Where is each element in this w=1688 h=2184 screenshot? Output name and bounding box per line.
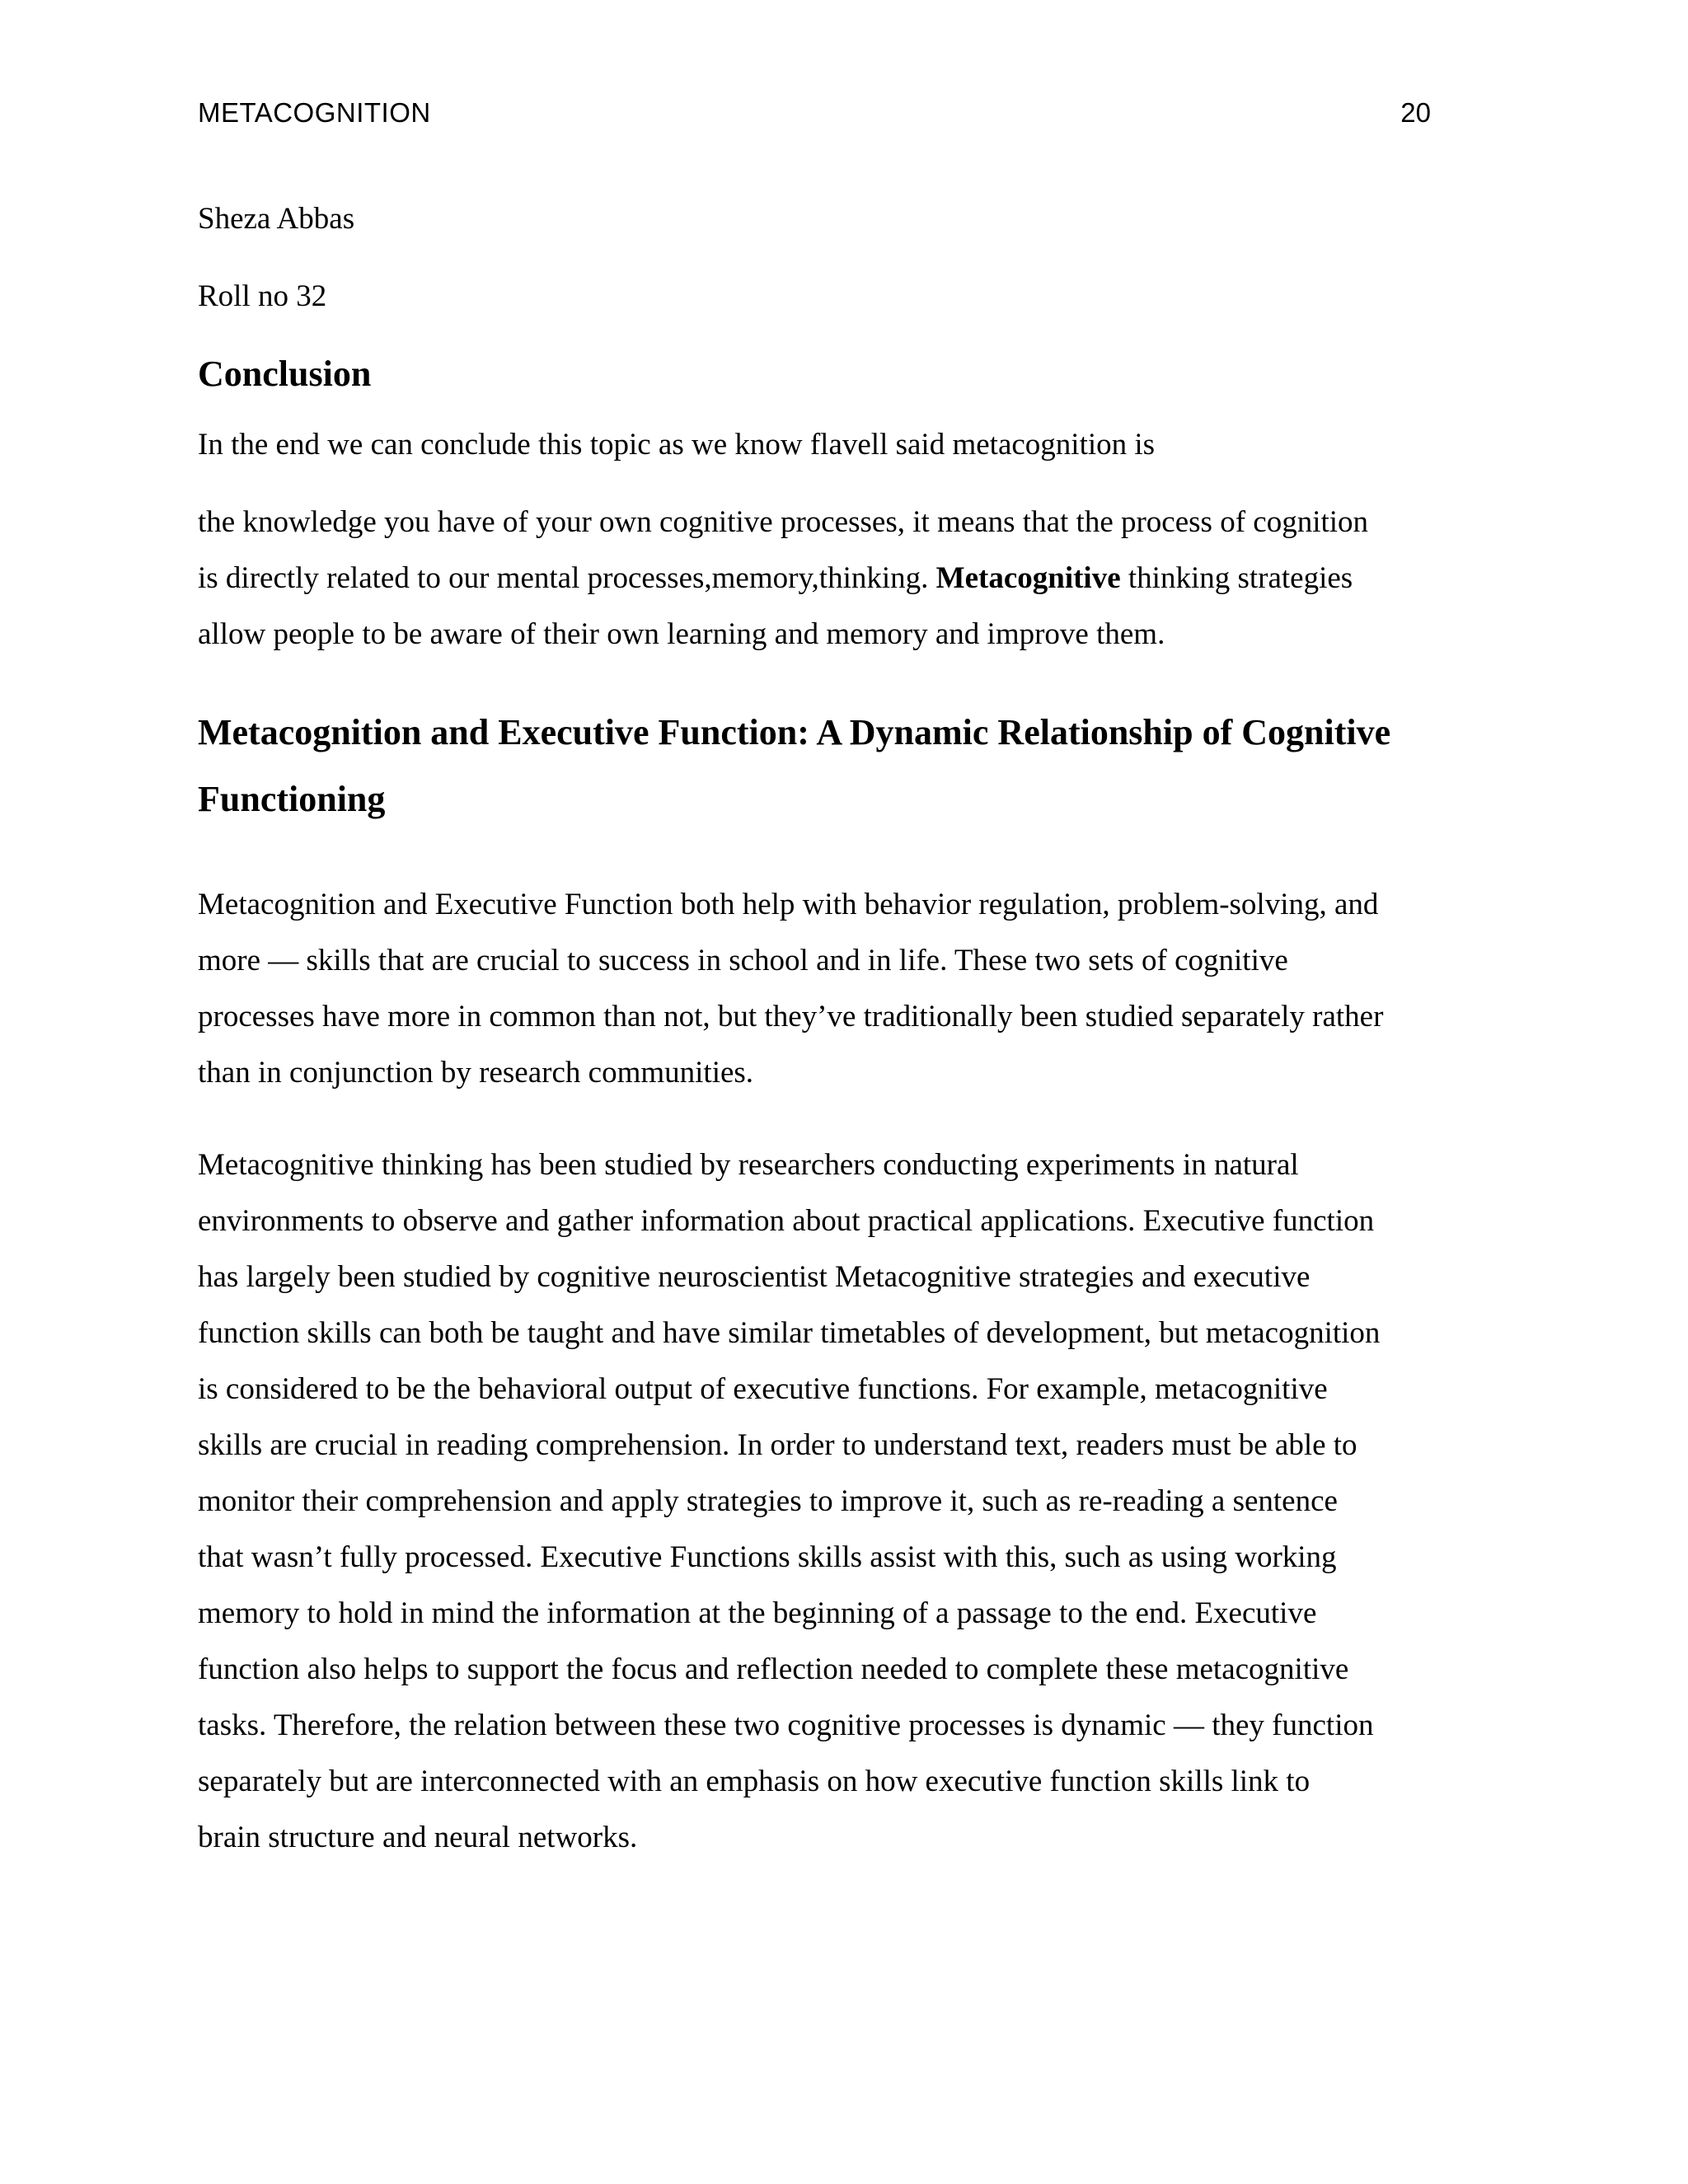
section-heading-line-2: Functioning xyxy=(198,779,386,819)
roll-number: Roll no 32 xyxy=(198,279,327,313)
conclusion-line-2-pre: is directly related to our mental processes,memory,thinking. xyxy=(198,561,936,595)
para1-line: more — skills that are crucial to success in school and in life. These two sets of cognitive xyxy=(198,944,1288,977)
para2-line: separately but are interconnected with an emphasis on how executive function skills link to xyxy=(198,1765,1311,1798)
para2-line: environments to observe and gather information about practical applications. Executive function xyxy=(198,1204,1375,1238)
conclusion-line-2 xyxy=(198,551,1484,607)
section-paragraph-1 xyxy=(198,877,1484,1101)
conclusion-line-3: allow people to be aware of their own learning and memory and improve them. xyxy=(198,617,1165,651)
para2-line: that wasn’t fully processed. Executive Functions skills assist with this, such as using working xyxy=(198,1540,1337,1574)
para2-line: function skills can both be taught and have similar timetables of development, but metacognition xyxy=(198,1316,1381,1350)
page-content xyxy=(198,191,1484,1866)
para2-line: monitor their comprehension and apply strategies to improve it, such as re-reading a sentence xyxy=(198,1484,1338,1518)
conclusion-line-1: the knowledge you have of your own cognitive processes, it means that the process of cognition xyxy=(198,505,1369,539)
para1-line: Metacognition and Executive Function both help with behavior regulation, problem-solving, and xyxy=(198,888,1379,921)
conclusion-lead-line: In the end we can conclude this topic as we know flavell said metacognition is xyxy=(198,428,1156,462)
para2-line: is considered to be the behavioral output of executive functions. For example, metacognitive xyxy=(198,1372,1328,1406)
section-heading-line-1: Metacognition and Executive Function: A Dynamic Relationship of Cognitive xyxy=(198,712,1391,752)
author-name: Sheza Abbas xyxy=(198,202,355,236)
running-head xyxy=(198,97,1431,134)
para2-line: function also helps to support the focus and reflection needed to complete these metacognitive xyxy=(198,1652,1349,1686)
para2-line: has largely been studied by cognitive neuroscientist Metacognitive strategies and executive xyxy=(198,1260,1311,1294)
para1-line: than in conjunction by research communities. xyxy=(198,1056,754,1090)
running-title: METACOGNITION xyxy=(198,97,431,128)
conclusion-line-2-post: thinking strategies xyxy=(1120,561,1353,595)
para2-line: Metacognitive thinking has been studied by researchers conducting experiments in natural xyxy=(198,1148,1299,1182)
conclusion-paragraph xyxy=(198,494,1484,663)
para2-line: skills are crucial in reading comprehension. In order to understand text, readers must be able to xyxy=(198,1428,1357,1462)
para2-line: tasks. Therefore, the relation between these two cognitive processes is dynamic — they function xyxy=(198,1708,1374,1742)
para2-line: memory to hold in mind the information at the beginning of a passage to the end. Executive xyxy=(198,1596,1317,1630)
para1-line: processes have more in common than not, but they’ve traditionally been studied separately rather xyxy=(198,1000,1384,1033)
page-number: 20 xyxy=(1400,97,1431,128)
bold-term: Metacognitive xyxy=(935,561,1121,595)
section-paragraph-2 xyxy=(198,1137,1484,1866)
para2-line: brain structure and neural networks. xyxy=(198,1821,638,1854)
conclusion-heading: Conclusion xyxy=(198,354,372,394)
